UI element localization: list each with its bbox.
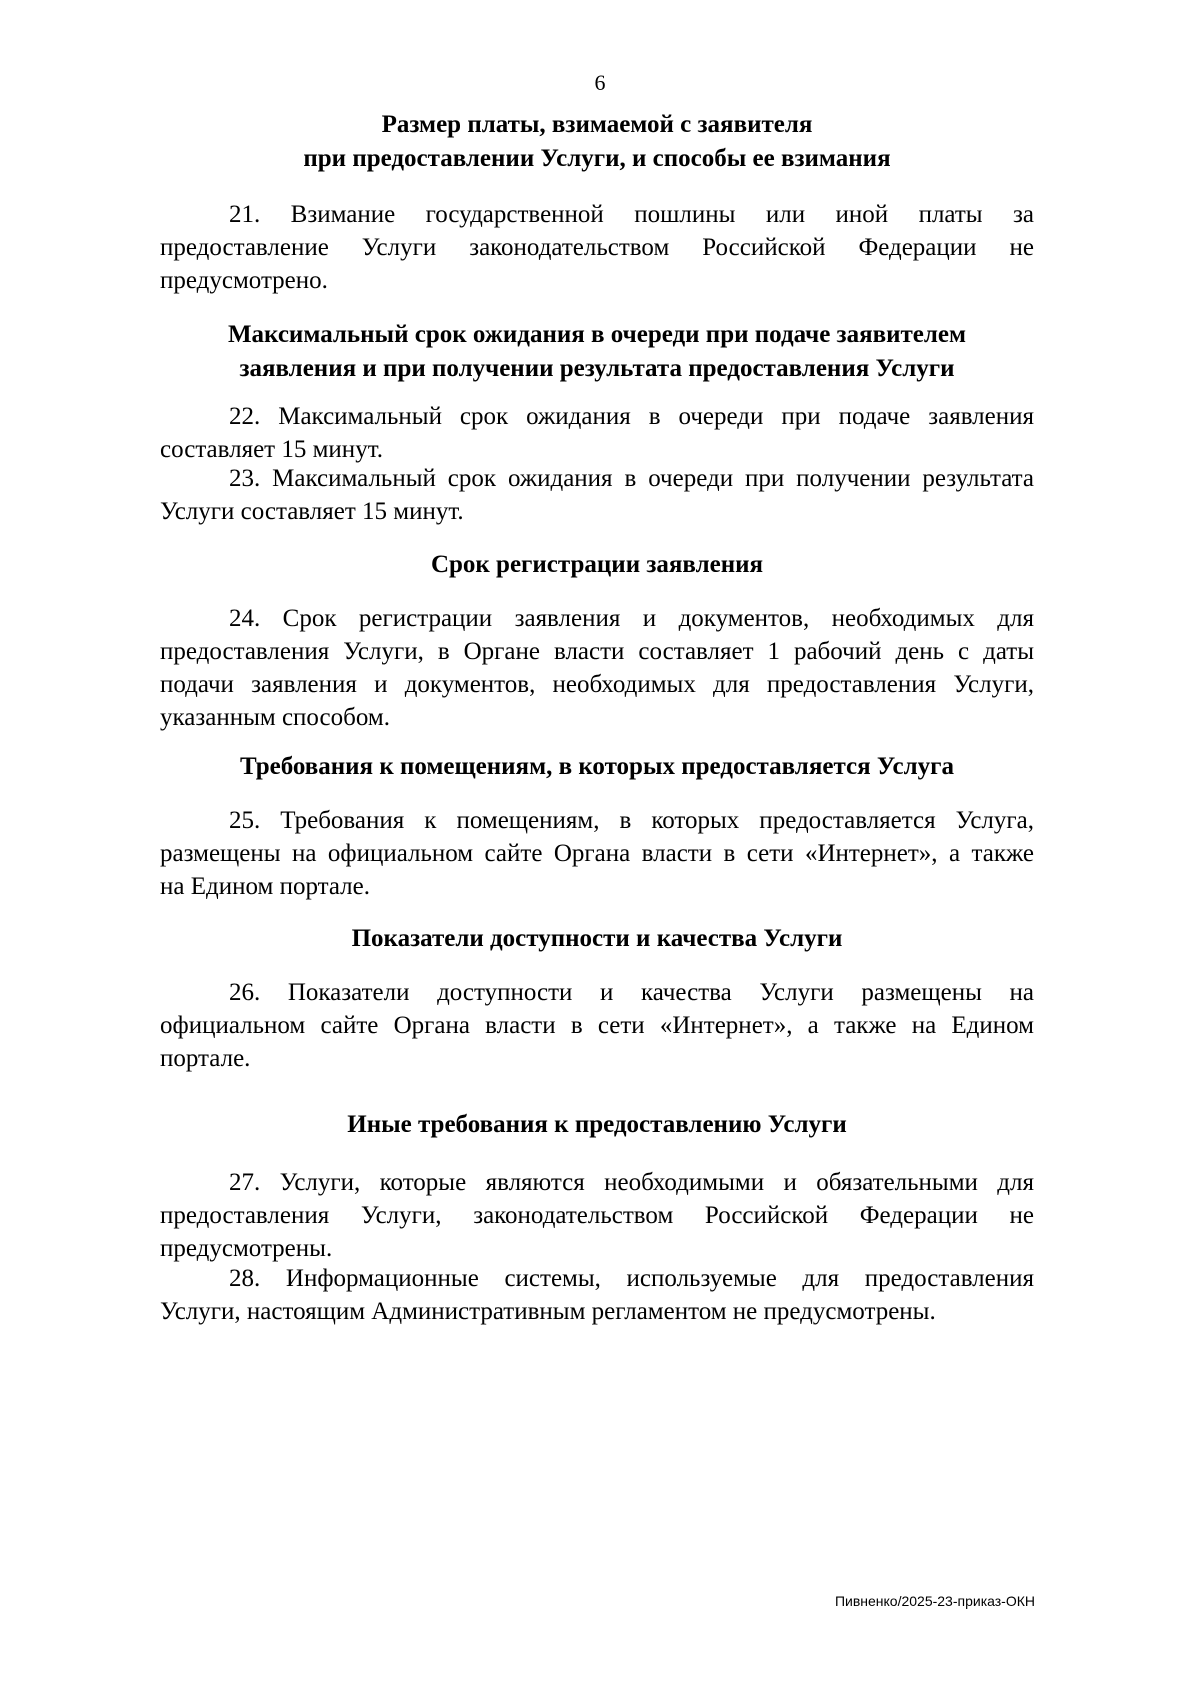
paragraph-21 xyxy=(160,198,1034,297)
paragraph-line: 23. Максимальный срок ожидания в очереди при получении результата xyxy=(229,465,1034,492)
paragraph-22 xyxy=(160,400,1034,466)
paragraph-line: предусмотрено. xyxy=(160,267,328,294)
paragraph-line: 25. Требования к помещениям, в которых предоставляется Услуга, xyxy=(229,807,1034,834)
paragraph-line: 22. Максимальный срок ожидания в очереди при подаче заявления xyxy=(229,403,1034,430)
page-number: 6 xyxy=(594,70,606,95)
paragraph-26 xyxy=(160,976,1034,1075)
paragraph-24 xyxy=(160,602,1034,734)
heading-line: Срок регистрации заявления xyxy=(430,551,764,578)
section-heading-registration xyxy=(160,548,1034,582)
paragraph-line: составляет 15 минут. xyxy=(160,436,383,463)
paragraph-23 xyxy=(160,462,1034,528)
heading-line: Показатели доступности и качества Услуги xyxy=(351,925,843,952)
heading-line: Размер платы, взимаемой с заявителя xyxy=(381,111,813,138)
heading-line: Требования к помещениям, в которых предоставляется Услуга xyxy=(239,753,955,780)
paragraph-line: предусмотрены. xyxy=(160,1235,333,1262)
paragraph-25 xyxy=(160,804,1034,903)
paragraph-line: 27. Услуги, которые являются необходимыми и обязательными для xyxy=(229,1169,1034,1196)
paragraph-line: предоставление Услуги законодательством Российской Федерации не xyxy=(160,234,1034,261)
heading-line: Максимальный срок ожидания в очереди при подаче заявителем xyxy=(227,321,967,348)
section-heading-other-requirements xyxy=(160,1108,1034,1142)
section-heading-queue-time xyxy=(160,318,1034,386)
section-heading-quality xyxy=(160,922,1034,956)
paragraph-line: портале. xyxy=(160,1045,251,1072)
paragraph-line: Услуги составляет 15 минут. xyxy=(160,498,464,525)
section-heading-fee xyxy=(160,108,1034,176)
paragraph-line: указанным способом. xyxy=(160,704,390,731)
document-registration-code: Пивненко/2025-23-приказ-ОКН xyxy=(834,1593,1035,1609)
paragraph-line: на Едином портале. xyxy=(160,873,370,900)
heading-line: Иные требования к предоставлению Услуги xyxy=(347,1111,847,1138)
paragraph-line: 21. Взимание государственной пошлины или иной платы за xyxy=(229,201,1034,228)
paragraph-line: размещены на официальном сайте Органа власти в сети «Интернет», а также xyxy=(160,840,1034,867)
section-heading-premises xyxy=(160,750,1034,784)
paragraph-line: 26. Показатели доступности и качества Услуги размещены на xyxy=(229,979,1034,1006)
paragraph-line: предоставления Услуги, законодательством Российской Федерации не xyxy=(160,1202,1034,1229)
paragraph-28 xyxy=(160,1262,1034,1328)
heading-line: при предоставлении Услуги, и способы ее взимания xyxy=(303,145,891,172)
paragraph-line: 28. Информационные системы, используемые для предоставления xyxy=(229,1265,1034,1292)
paragraph-line: официальном сайте Органа власти в сети «Интернет», а также на Едином xyxy=(160,1012,1034,1039)
paragraph-line: подачи заявления и документов, необходимых для предоставления Услуги, xyxy=(160,671,1034,698)
paragraph-line: 24. Срок регистрации заявления и документов, необходимых для xyxy=(229,605,1034,632)
paragraph-line: предоставления Услуги, в Органе власти составляет 1 рабочий день с даты xyxy=(160,638,1034,665)
paragraph-line: Услуги, настоящим Административным регламентом не предусмотрены. xyxy=(160,1298,936,1325)
heading-line: заявления и при получении результата предоставления Услуги xyxy=(239,355,955,382)
paragraph-27 xyxy=(160,1166,1034,1265)
